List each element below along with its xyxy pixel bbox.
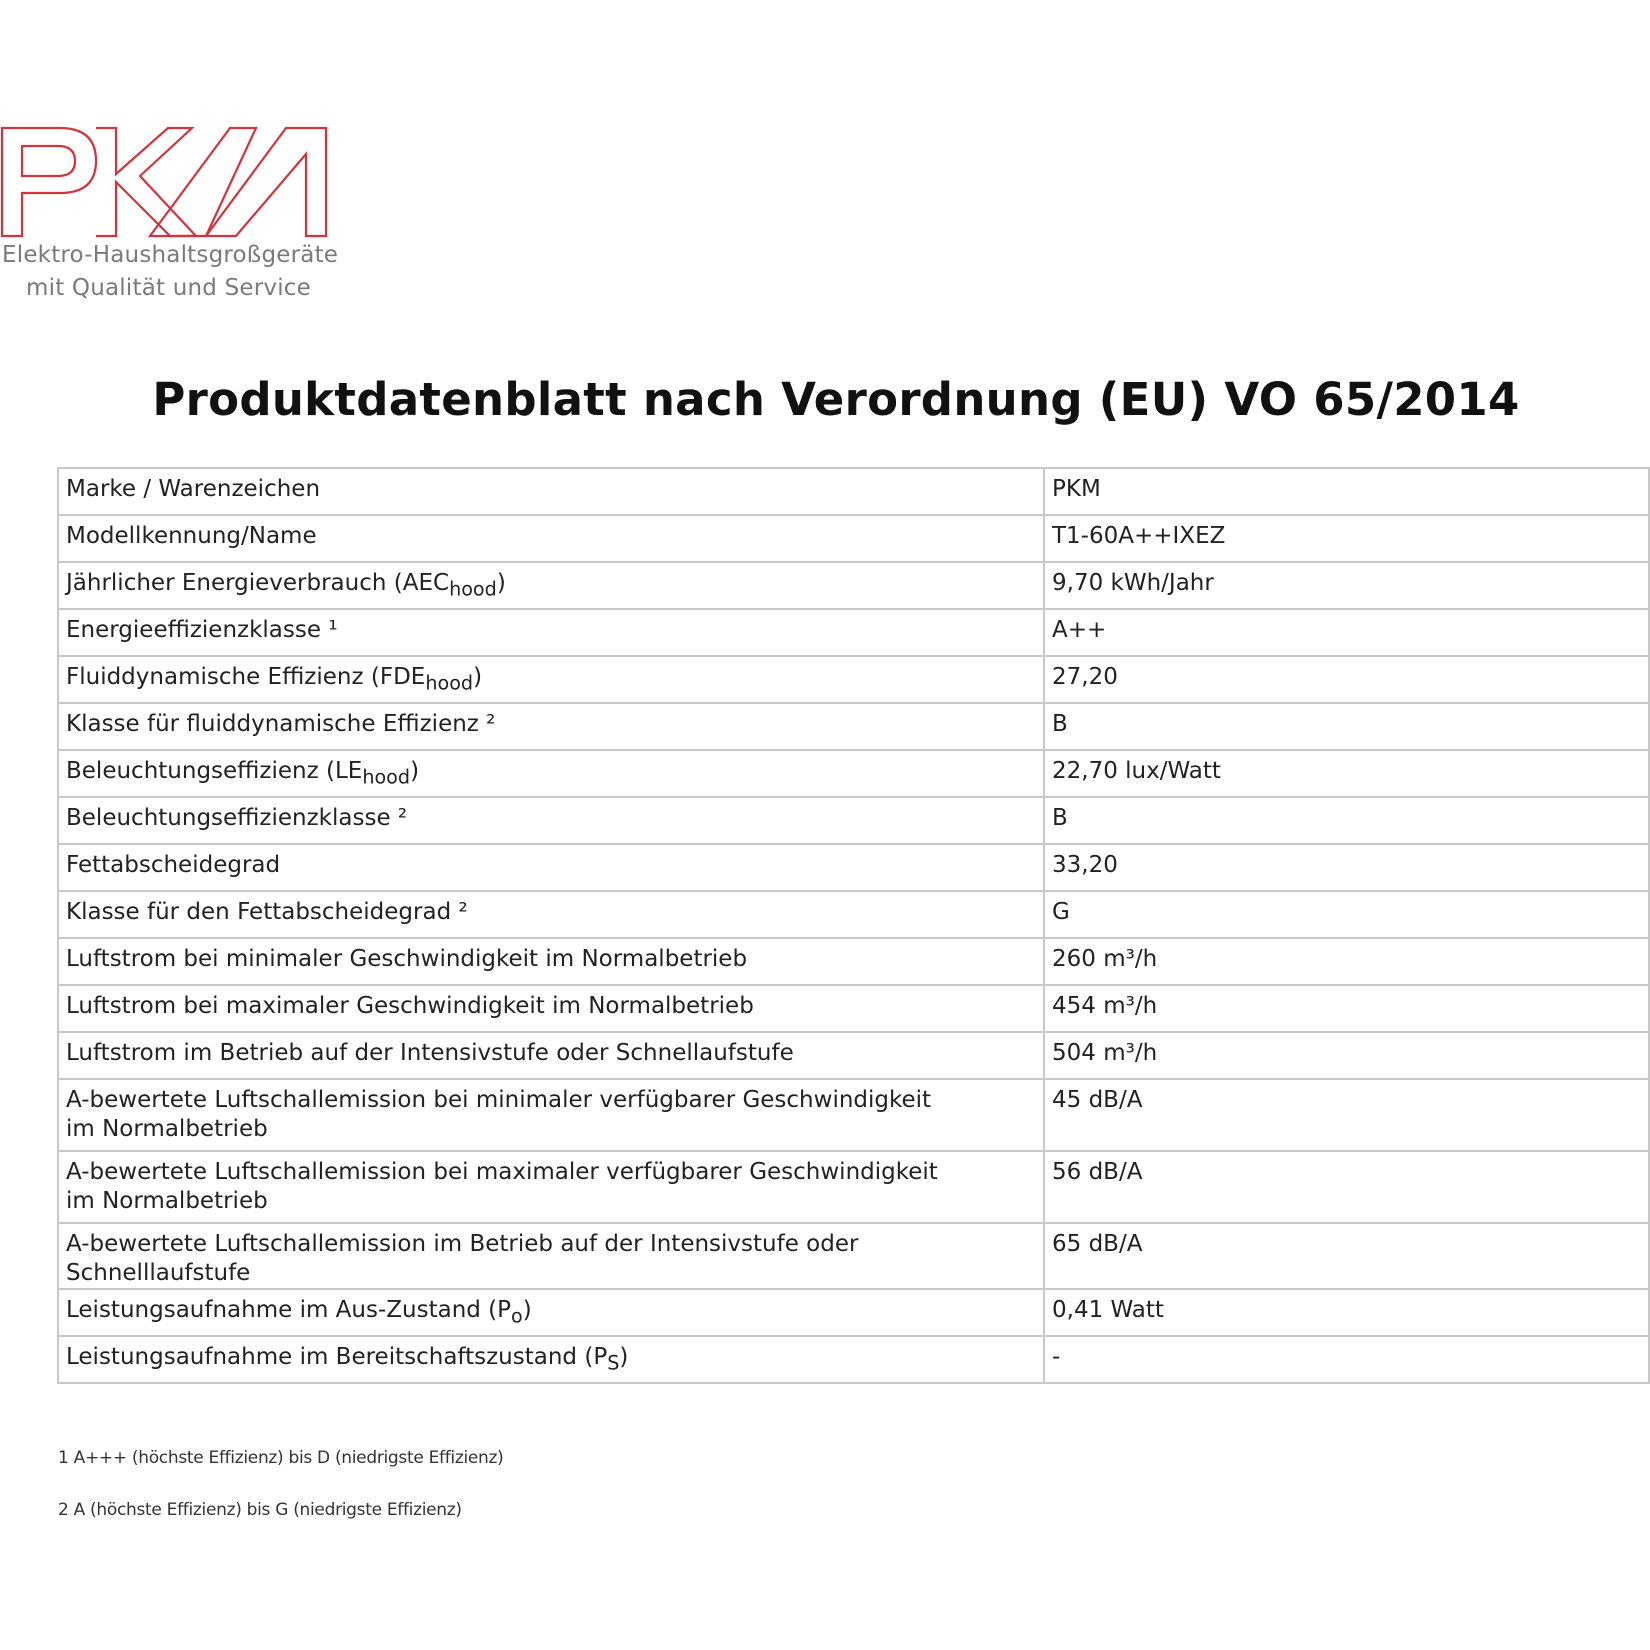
table-row <box>58 938 1649 985</box>
row-value: PKM <box>1044 468 1649 515</box>
row-value: 27,20 <box>1044 656 1649 703</box>
footnote-1: 1 A+++ (höchste Effizienz) bis D (niedrigste Effizienz) <box>58 1448 504 1468</box>
table-row <box>58 1151 1649 1223</box>
row-value: T1-60A++IXEZ <box>1044 515 1649 562</box>
table-row <box>58 656 1649 703</box>
page-title: Produktdatenblatt nach Verordnung (EU) VO 65/2014 <box>152 373 1520 426</box>
table-row <box>58 1223 1649 1289</box>
row-label <box>58 1032 1044 1079</box>
table-row <box>58 515 1649 562</box>
pkm-logo <box>0 126 339 306</box>
table-row <box>58 750 1649 797</box>
table-row <box>58 562 1649 609</box>
row-label-text: Modellkennung/Name <box>66 523 317 549</box>
row-label-subscript: hood <box>425 671 474 695</box>
pkm-wordmark-icon <box>0 126 330 241</box>
row-label-text: Fettabscheidegrad <box>66 852 281 878</box>
row-label-text: Marke / Warenzeichen <box>66 476 321 502</box>
row-label <box>58 1151 1044 1223</box>
row-label-text: Leistungsaufnahme im Aus-Zustand (P <box>66 1297 512 1323</box>
table-row <box>58 468 1649 515</box>
row-label-text: A-bewertete Luftschallemission bei maximaler verfügbarer Geschwindigkeit im Normalbetrieb <box>66 1159 938 1214</box>
table-row <box>58 985 1649 1032</box>
row-label <box>58 938 1044 985</box>
row-label-text: A-bewertete Luftschallemission im Betrieb auf der Intensivstufe oder Schnelllaufstufe <box>66 1231 859 1286</box>
row-label-subscript: o <box>511 1304 523 1328</box>
table-row <box>58 844 1649 891</box>
row-label-text: Leistungsaufnahme im Bereitschaftszustand (P <box>66 1344 608 1370</box>
row-label-tail: ) <box>619 1344 629 1370</box>
row-label <box>58 703 1044 750</box>
table-row <box>58 1032 1649 1079</box>
row-label-text: Luftstrom bei minimaler Geschwindigkeit im Normalbetrieb <box>66 946 748 972</box>
row-value: 56 dB/A <box>1044 1151 1649 1223</box>
row-label-text: Klasse für fluiddynamische Effizienz ² <box>66 711 496 737</box>
product-data-table <box>57 467 1650 1384</box>
row-label <box>58 1289 1044 1336</box>
row-label-text: Klasse für den Fettabscheidegrad ² <box>66 899 468 925</box>
row-label <box>58 562 1044 609</box>
row-label-text: Energieeffizienzklasse ¹ <box>66 617 338 643</box>
row-label-subscript: hood <box>362 765 411 789</box>
row-value: 0,41 Watt <box>1044 1289 1649 1336</box>
row-label <box>58 656 1044 703</box>
row-value: 33,20 <box>1044 844 1649 891</box>
row-value: A++ <box>1044 609 1649 656</box>
row-label-text: Luftstrom bei maximaler Geschwindigkeit im Normalbetrieb <box>66 993 754 1019</box>
row-value: 9,70 kWh/Jahr <box>1044 562 1649 609</box>
row-value: B <box>1044 703 1649 750</box>
row-label <box>58 1079 1044 1151</box>
row-label <box>58 1336 1044 1383</box>
table-row <box>58 1289 1649 1336</box>
row-value: 45 dB/A <box>1044 1079 1649 1151</box>
row-label-tail: ) <box>522 1297 532 1323</box>
row-value: 65 dB/A <box>1044 1223 1649 1289</box>
row-value: - <box>1044 1336 1649 1383</box>
row-value: 260 m³/h <box>1044 938 1649 985</box>
table-row <box>58 1079 1649 1151</box>
row-label <box>58 609 1044 656</box>
row-label-text: Fluiddynamische Effizienz (FDE <box>66 664 426 690</box>
row-label <box>58 844 1044 891</box>
row-label <box>58 515 1044 562</box>
row-label-text: A-bewertete Luftschallemission bei minimaler verfügbarer Geschwindigkeit im Normalbetrieb <box>66 1087 932 1142</box>
row-value: G <box>1044 891 1649 938</box>
table-row <box>58 891 1649 938</box>
row-label <box>58 468 1044 515</box>
row-label-text: Beleuchtungseffizienz (LE <box>66 758 363 784</box>
row-value: 22,70 lux/Watt <box>1044 750 1649 797</box>
row-label-tail: ) <box>410 758 420 784</box>
row-label <box>58 797 1044 844</box>
row-label-text: Luftstrom im Betrieb auf der Intensivstufe oder Schnellaufstufe <box>66 1040 794 1066</box>
row-label <box>58 891 1044 938</box>
table-row <box>58 797 1649 844</box>
row-value: B <box>1044 797 1649 844</box>
table-row <box>58 703 1649 750</box>
row-label <box>58 985 1044 1032</box>
row-label <box>58 1223 1044 1289</box>
row-label-tail: ) <box>496 570 506 596</box>
row-label-text: Jährlicher Energieverbrauch (AEC <box>66 570 450 596</box>
footnote-2: 2 A (höchste Effizienz) bis G (niedrigste Effizienz) <box>58 1500 462 1520</box>
row-value: 454 m³/h <box>1044 985 1649 1032</box>
logo-tagline-2: mit Qualität und Service <box>26 275 311 301</box>
row-label-subscript: S <box>607 1351 620 1375</box>
row-label-text: Beleuchtungseffizienzklasse ² <box>66 805 408 831</box>
row-value: 504 m³/h <box>1044 1032 1649 1079</box>
row-label-subscript: hood <box>449 577 497 601</box>
row-label-tail: ) <box>473 664 483 690</box>
table-row <box>58 1336 1649 1383</box>
logo-tagline-1: Elektro-Haushaltsgroßgeräte <box>2 242 339 268</box>
row-label <box>58 750 1044 797</box>
table-row <box>58 609 1649 656</box>
